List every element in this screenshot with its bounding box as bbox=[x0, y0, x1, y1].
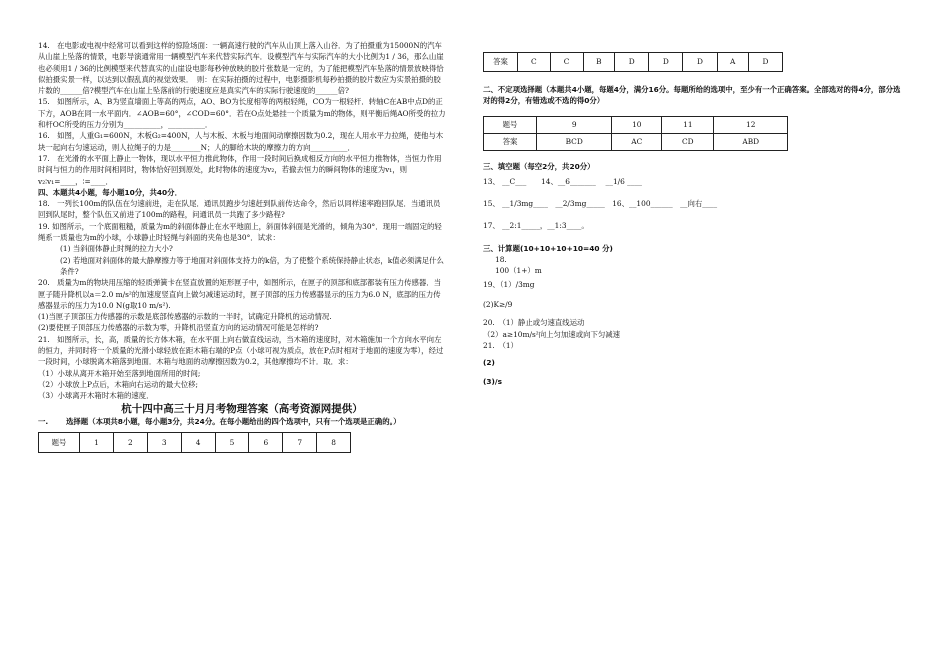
answer-18-label: 18. bbox=[495, 255, 507, 265]
table-cell: 答案 bbox=[484, 53, 518, 72]
question-18: 18. 一列长100m的队伍在匀速前进，走在队尾．通讯员跑步匀速赶到队前传达命令，然后以同样速率跑回队尾．当通讯员回到队尾时，整个队伍又前进了100m的路程，问通讯员一共跑了多少路程? bbox=[38, 199, 441, 220]
question-19-part-2: (2) 若地面对斜面体的最大静摩擦力等于地面对斜面体支持力的k倍，为了使整个系统保持静止状态，k值必须满足什么条件? bbox=[60, 255, 444, 276]
answer-20-part-2: （2）a≥10m/s²向上匀加速或向下匀减速 bbox=[483, 329, 621, 339]
table-cell: 7 bbox=[283, 432, 317, 452]
right-column bbox=[483, 0, 901, 388]
table-cell: D bbox=[683, 53, 717, 72]
table-cell: C bbox=[550, 53, 583, 72]
table-cell: D bbox=[748, 53, 782, 72]
fill-answers-17: 17、 __2:1_____，__1:3____。 bbox=[483, 221, 589, 231]
table-cell: 2 bbox=[113, 432, 147, 452]
table-cell: D bbox=[649, 53, 683, 72]
question-16: 16. 如图，人重G₁=600N，木板G₂=400N，人与木板、木板与地面间动摩擦因数为0.2，现在人用水平力拉绳，使他与木块一起向右匀速运动，则人拉绳子的力是________N；人的脚给木块的摩擦力的方向__________． bbox=[38, 131, 444, 152]
fill-answers-15-16: 15、 __1/3mg____ __2/3mg_____ 16、__100______ __向右____ bbox=[483, 199, 718, 209]
table-cell: 8 bbox=[317, 432, 351, 452]
left-column bbox=[38, 0, 446, 453]
table-cell: 6 bbox=[249, 432, 283, 452]
question-20-part-1: (1)当匣子顶部压力传感器的示数是底部传感器的示数的一半时，试确定升降机的运动情况. bbox=[38, 312, 332, 322]
answer-21-part-1: 21. （1） bbox=[483, 340, 518, 350]
choice-answer-table-head bbox=[38, 432, 351, 453]
table-cell: 4 bbox=[181, 432, 215, 452]
answer-21-part-3: (3)/s bbox=[483, 377, 502, 387]
answer-19-part-1: 19、（1）/3mg bbox=[483, 279, 535, 289]
table-cell: BCD bbox=[537, 133, 612, 150]
table-cell: 11 bbox=[662, 116, 714, 133]
table-cell: C bbox=[518, 53, 551, 72]
answer-20-part-1: 20. （1）静止或匀速直线运动 bbox=[483, 318, 585, 328]
question-14: 14. 在电影或电视中经常可以看到这样的惊险场面：一辆高速行驶的汽车从山顶上落入山谷．为了拍摄重为15000N的汽车从山崖上坠落的情景，电影导演通常用一辆模型汽车来代替实际汽车．设模型汽车与实际汽车的大小比例为1 / 36，那么山崖也必须用1 / 36的比例模型来代替真实的山崖设电影每秒钟放映的胶片张数是一定的，为了能把模型汽车坠落的情景放映得恰似拍摄实景一样，以达到以假乱真的视觉效果． 则：在实际拍摄的过程中，电影摄影机每秒拍摄的胶片数应为实景拍摄的胶片数的______倍?模型汽车在山崖上坠落前的行驶速度应是真实汽车的实际行驶速度的______倍? bbox=[38, 41, 444, 96]
answer-21-part-2: (2) bbox=[483, 358, 495, 368]
answer-18-value: 100（1+）m bbox=[495, 266, 542, 276]
table-cell: 5 bbox=[215, 432, 249, 452]
question-19: 19. 如图所示，一个底面粗糙，质量为m的斜面体静止在水平地面上，斜面体斜面是光滑的，倾角为30°．现用一端固定的轻绳系一质量也为m的小球，小球静止时轻绳与斜面的夹角也是30°．试求： bbox=[38, 221, 442, 243]
table-cell: 答案 bbox=[484, 133, 537, 150]
section-1-text: 选择题（本项共8小题，每小题3分，共24分。在每小题给出的四个选项中，只有一个选项是正确的。） bbox=[66, 416, 401, 426]
question-20: 20. 质量为m的物块用压缩的轻质弹簧卡在竖直放置的矩形匣子中，如图所示，在匣子的顶部和底部都装有压力传感器．当匣子随升降机以a＝2.0 m/s²的加速度竖直向上做匀减速运动时，匣子顶部的压力传感器显示的压力为6.0 N，底部的压力传感器显示的压力为10.0 N(g取10 m/s²). bbox=[38, 278, 442, 310]
question-17: 17. 在光滑的水平面上静止一物体，现以水平恒力推此物体，作用一段时间后换成相反方向的水平恒力推物体，当恒力作用时间与恒力的作用时间相同时，物体恰好回到原处，此时物体的速度为v₂，若撤去恒力的瞬间物体的速度为v₁，则v₂∶v₁=____，∶=____． bbox=[38, 153, 442, 186]
table-row bbox=[484, 53, 783, 72]
section-3-heading: 三、填空题（每空2分，共20分） bbox=[483, 161, 595, 171]
table-cell: D bbox=[615, 53, 649, 72]
fill-answers-13-14: 13、 __C___ 14、__6_______ __1/6 ____ bbox=[483, 176, 642, 186]
table-cell: 3 bbox=[147, 432, 181, 452]
table-cell: 9 bbox=[537, 116, 612, 133]
multi-answer-table bbox=[483, 116, 788, 151]
question-21-part-1: （1）小球从离开木箱开始至落到地面所用的时间; bbox=[38, 368, 201, 378]
table-cell: 1 bbox=[80, 432, 114, 452]
answer-19-part-2: (2)K≥/9 bbox=[483, 299, 513, 309]
question-21: 21. 如图所示，长，高，质量的长方体木箱，在水平面上向右做直线运动，当木箱的速度时，对木箱施加一个方向水平向左的恒力，并同时将一个质量的光滑小球轻放在距木箱右端的P点（小球可视为质点，放在P点时相对于地面的速度为零），经过一段时间，小球脱离木箱落到地面．木箱与地面的动摩擦因数为0.2，其他摩擦均不计．取．求： bbox=[38, 334, 444, 367]
question-20-part-2: (2)要使匣子顶部压力传感器的示数为零，升降机沿竖直方向的运动情况可能是怎样的? bbox=[38, 323, 319, 333]
table-row bbox=[484, 133, 788, 150]
table-cell: 12 bbox=[714, 116, 788, 133]
table-cell: 题号 bbox=[484, 116, 537, 133]
table-cell: 题号 bbox=[39, 432, 80, 452]
section-4-heading: 三、计算题(10+10+10+10=40 分) bbox=[483, 243, 613, 253]
question-21-part-2: （2）小球放上P点后，木箱向右运动的最大位移; bbox=[38, 379, 198, 389]
answer-title: 杭十四中高三十月月考物理答案（高考资源网提供） bbox=[121, 402, 363, 415]
section-2-heading: 二、不定项选择题（本题共4小题，每题4分，满分16分。每题所给的选项中，至少有一个正确答案。全部选对的得4分，部分选对的得2分，有错选或不选的得0分） bbox=[483, 85, 901, 106]
table-row bbox=[484, 116, 788, 133]
table-cell: CD bbox=[662, 133, 714, 150]
table-row bbox=[39, 432, 351, 452]
table-cell: A bbox=[717, 53, 748, 72]
question-21-part-3: （3）小球离开木箱时木箱的速度． bbox=[38, 391, 154, 401]
question-15: 15. 如图所示，A、B为竖直墙面上等高的两点，AO、BO为长度相等的两根轻绳，CO为一根轻杆．转轴C在AB中点D的正下方，AOB在同一水平面内．∠AOB=60°，∠COD=60°．若在O点处悬挂一个质量为m的物体，则平衡后绳AO所受的拉力和杆OC所受的压力分别为__________，__________． bbox=[38, 97, 446, 130]
choice-answer-table bbox=[483, 52, 783, 72]
table-cell: 10 bbox=[612, 116, 662, 133]
question-19-part-1: (1) 当斜面体静止时绳的拉力大小? bbox=[60, 244, 173, 254]
section-1-heading bbox=[38, 416, 446, 427]
table-cell: ABD bbox=[714, 133, 788, 150]
table-cell: B bbox=[583, 53, 615, 72]
table-cell: AC bbox=[612, 133, 662, 150]
section-4-heading: 四、本题共4小题，每小题10分，共40分． bbox=[38, 187, 182, 197]
section-1-number: 一. bbox=[38, 416, 49, 426]
